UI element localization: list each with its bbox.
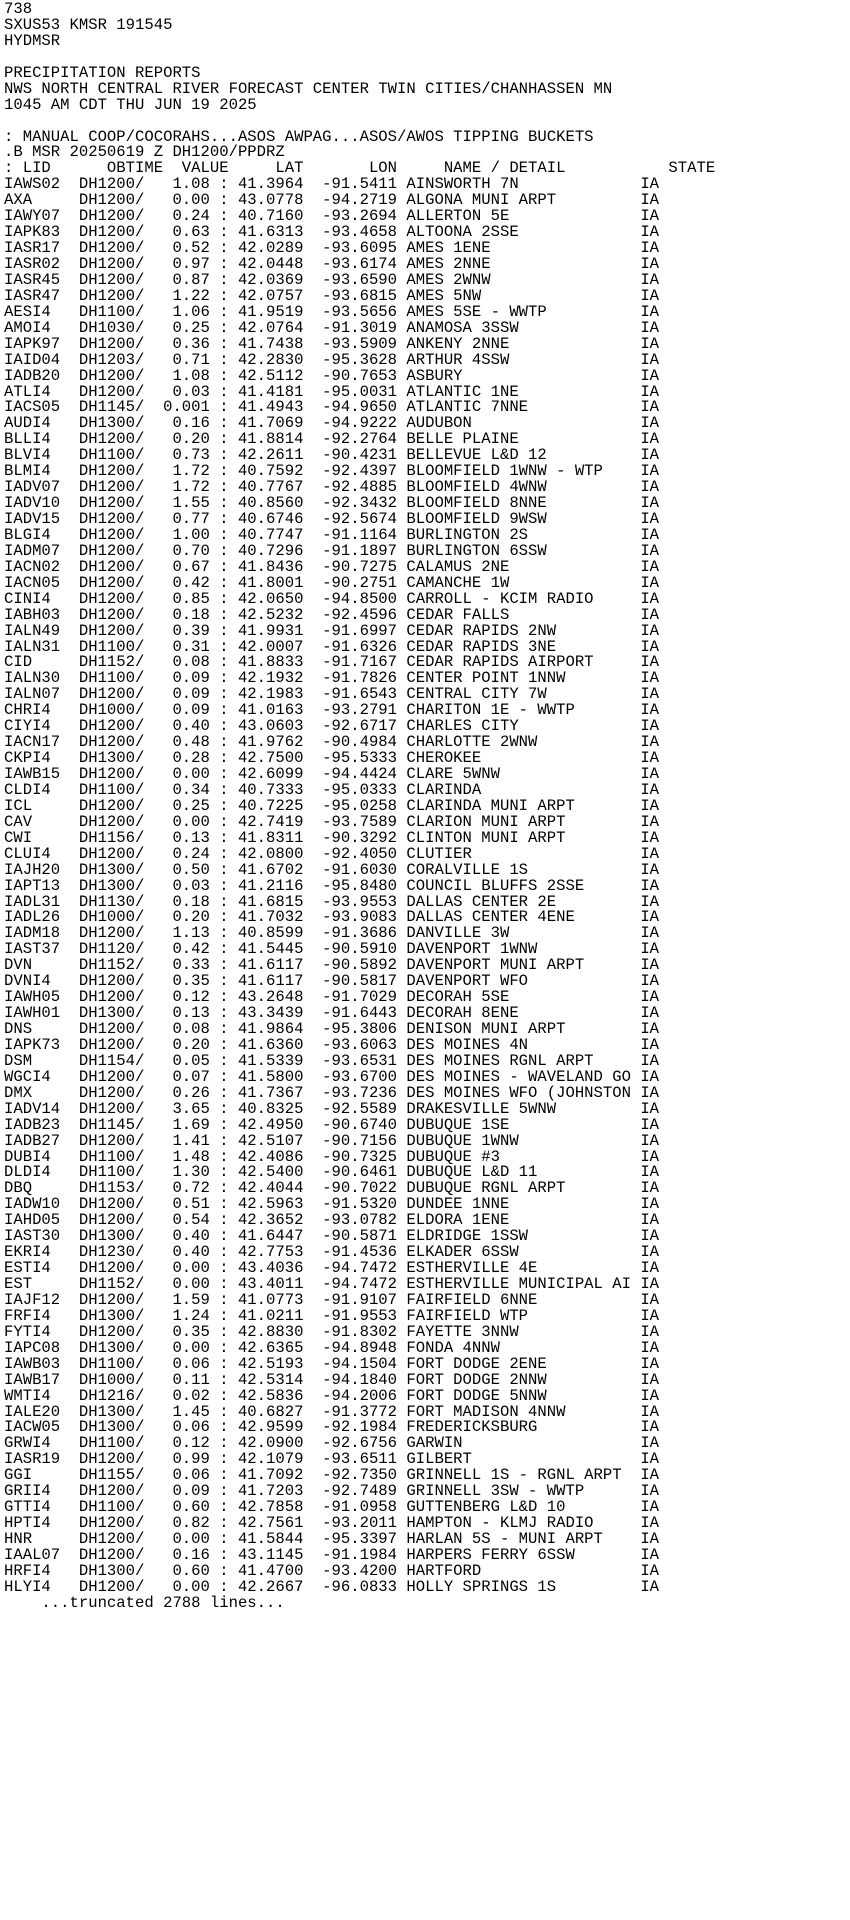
report-row: IAST30 DH1300/ 0.40 : 41.6447 -90.5871 ELDRIDGE 1SSW IA <box>4 1227 660 1246</box>
report-row: CLUI4 DH1200/ 0.24 : 42.0800 -92.4050 CLUTIER IA <box>4 844 660 863</box>
header-line: : MANUAL COOP/COCORAHS...ASOS AWPAG...ASOS/AWOS TIPPING BUCKETS <box>4 127 594 146</box>
report-row: DNS DH1200/ 0.08 : 41.9864 -95.3806 DENISON MUNI ARPT IA <box>4 1020 660 1038</box>
report-row: IADB23 DH1145/ 1.69 : 42.4950 -90.6740 DUBUQUE 1SE IA <box>4 1115 660 1134</box>
truncation-notice: ...truncated 2788 lines... <box>4 1593 285 1612</box>
report-row: CAV DH1200/ 0.00 : 42.7419 -93.7589 CLARION MUNI ARPT IA <box>4 812 660 831</box>
report-row: ATLI4 DH1200/ 0.03 : 41.4181 -95.0031 ATLANTIC 1NE IA <box>4 382 660 401</box>
report-row: IAST37 DH1120/ 0.42 : 41.5445 -90.5910 DAVENPORT 1WNW IA <box>4 940 660 959</box>
report-row: IASR47 DH1200/ 1.22 : 42.0757 -93.6815 AMES 5NW IA <box>4 286 660 305</box>
report-row: DVN DH1152/ 0.33 : 41.6117 -90.5892 DAVENPORT MUNI ARPT IA <box>4 956 660 975</box>
report-row: IACS05 DH1145/ 0.001 : 41.4943 -94.9650 ATLANTIC 7NNE IA <box>4 398 660 417</box>
column-header: : LID OBTIME VALUE LAT LON NAME / DETAIL STATE <box>4 159 716 178</box>
report-row: IALN30 DH1100/ 0.09 : 42.1932 -91.7826 CENTER POINT 1NNW IA <box>4 669 660 688</box>
report-row: IAWS02 DH1200/ 1.08 : 41.3964 -91.5411 AINSWORTH 7N IA <box>4 175 660 194</box>
precipitation-report <box>4 2 715 1612</box>
report-row: AESI4 DH1100/ 1.06 : 41.9519 -93.5656 AMES 5SE - WWTP IA <box>4 302 660 321</box>
report-row: DUBI4 DH1100/ 1.48 : 42.4086 -90.7325 DUBUQUE #3 IA <box>4 1147 660 1166</box>
report-row: HLYI4 DH1200/ 0.00 : 42.2667 -96.0833 HOLLY SPRINGS 1S IA <box>4 1577 660 1596</box>
header-line: 738 <box>4 0 33 18</box>
report-row: IACN05 DH1200/ 0.42 : 41.8001 -90.2751 CAMANCHE 1W IA <box>4 573 660 592</box>
report-row: IADL31 DH1130/ 0.18 : 41.6815 -93.9553 DALLAS CENTER 2E IA <box>4 892 660 911</box>
report-row: IALN49 DH1200/ 0.39 : 41.9931 -91.6997 CEDAR RAPIDS 2NW IA <box>4 621 660 640</box>
report-row: GRWI4 DH1100/ 0.12 : 42.0900 -92.6756 GARWIN IA <box>4 1434 660 1453</box>
report-row: IADV15 DH1200/ 0.77 : 40.6746 -92.5674 BLOOMFIELD 9WSW IA <box>4 510 660 528</box>
report-row: IABH03 DH1200/ 0.18 : 42.5232 -92.4596 CEDAR FALLS IA <box>4 605 660 624</box>
report-row: CINI4 DH1200/ 0.85 : 42.0650 -94.8500 CARROLL - KCIM RADIO IA <box>4 589 660 608</box>
report-row: FRFI4 DH1300/ 1.24 : 41.0211 -91.9553 FAIRFIELD WTP IA <box>4 1306 660 1325</box>
report-row: IADV14 DH1200/ 3.65 : 40.8325 -92.5589 DRAKESVILLE 5WNW IA <box>4 1099 660 1118</box>
report-row: BLMI4 DH1200/ 1.72 : 40.7592 -92.4397 BLOOMFIELD 1WNW - WTP IA <box>4 462 660 481</box>
report-row: DLDI4 DH1100/ 1.30 : 42.5400 -90.6461 DUBUQUE L&D 11 IA <box>4 1163 660 1182</box>
report-row: IASR17 DH1200/ 0.52 : 42.0289 -93.6095 AMES 1ENE IA <box>4 239 660 258</box>
report-row: IADV10 DH1200/ 1.55 : 40.8560 -92.3432 BLOOMFIELD 8NNE IA <box>4 494 660 513</box>
report-row: IASR45 DH1200/ 0.87 : 42.0369 -93.6590 AMES 2WNW IA <box>4 270 660 289</box>
report-row: IAWB03 DH1100/ 0.06 : 42.5193 -94.1504 FORT DODGE 2ENE IA <box>4 1354 660 1373</box>
header-line: NWS NORTH CENTRAL RIVER FORECAST CENTER TWIN CITIES/CHANHASSEN MN <box>4 79 613 98</box>
report-row: IAWH05 DH1200/ 0.12 : 43.2648 -91.7029 DECORAH 5SE IA <box>4 988 660 1007</box>
report-row: IALN31 DH1100/ 0.31 : 42.0007 -91.6326 CEDAR RAPIDS 3NE IA <box>4 637 660 656</box>
report-row: CHRI4 DH1000/ 0.09 : 41.0163 -93.2791 CHARITON 1E - WWTP IA <box>4 701 660 720</box>
report-row: IAPT13 DH1300/ 0.03 : 41.2116 -95.8480 COUNCIL BLUFFS 2SSE IA <box>4 876 660 895</box>
report-row: IADV07 DH1200/ 1.72 : 40.7767 -92.4885 BLOOMFIELD 4WNW IA <box>4 478 660 497</box>
report-row: IACN17 DH1200/ 0.48 : 41.9762 -90.4984 CHARLOTTE 2WNW IA <box>4 733 660 752</box>
header-line: 1045 AM CDT THU JUN 19 2025 <box>4 95 257 114</box>
report-row: CKPI4 DH1300/ 0.28 : 42.7500 -95.5333 CHEROKEE IA <box>4 749 660 768</box>
report-row: DVNI4 DH1200/ 0.35 : 41.6117 -90.5817 DAVENPORT WFO IA <box>4 972 660 991</box>
report-row: EKRI4 DH1230/ 0.40 : 42.7753 -91.4536 ELKADER 6SSW IA <box>4 1243 660 1262</box>
report-row: IADM07 DH1200/ 0.70 : 40.7296 -91.1897 BURLINGTON 6SSW IA <box>4 541 660 560</box>
report-row: IAPK73 DH1200/ 0.20 : 41.6360 -93.6063 DES MOINES 4N IA <box>4 1035 660 1054</box>
report-row: GRII4 DH1200/ 0.09 : 41.7203 -92.7489 GRINNELL 3SW - WWTP IA <box>4 1482 660 1501</box>
report-row: BLLI4 DH1200/ 0.20 : 41.8814 -92.2764 BELLE PLAINE IA <box>4 430 660 449</box>
report-row: IAHD05 DH1200/ 0.54 : 42.3652 -93.0782 ELDORA 1ENE IA <box>4 1211 660 1230</box>
report-row: IAWH01 DH1300/ 0.13 : 43.3439 -91.6443 DECORAH 8ENE IA <box>4 1004 660 1023</box>
report-row: IAPC08 DH1300/ 0.00 : 42.6365 -94.8948 FONDA 4NNW IA <box>4 1338 660 1357</box>
report-row: IADM18 DH1200/ 1.13 : 40.8599 -91.3686 DANVILLE 3W IA <box>4 924 660 943</box>
report-row: IACN02 DH1200/ 0.67 : 41.8436 -90.7275 CALAMUS 2NE IA <box>4 557 660 576</box>
report-row: IACW05 DH1300/ 0.06 : 42.9599 -92.1984 FREDERICKSBURG IA <box>4 1418 660 1437</box>
report-row: IAJH20 DH1300/ 0.50 : 41.6702 -91.6030 CORALVILLE 1S IA <box>4 860 660 879</box>
report-row: BLGI4 DH1200/ 1.00 : 40.7747 -91.1164 BURLINGTON 2S IA <box>4 525 660 544</box>
report-row: CID DH1152/ 0.08 : 41.8833 -91.7167 CEDAR RAPIDS AIRPORT IA <box>4 653 660 672</box>
report-row: AMOI4 DH1030/ 0.25 : 42.0764 -91.3019 ANAMOSA 3SSW IA <box>4 318 660 337</box>
report-row: WMTI4 DH1216/ 0.02 : 42.5836 -94.2006 FORT DODGE 5NNW IA <box>4 1386 660 1405</box>
report-row: DSM DH1154/ 0.05 : 41.5339 -93.6531 DES MOINES RGNL ARPT IA <box>4 1051 660 1070</box>
report-row: IALE20 DH1300/ 1.45 : 40.6827 -91.3772 FORT MADISON 4NNW IA <box>4 1402 660 1421</box>
header-line: SXUS53 KMSR 191545 <box>4 15 173 34</box>
report-row: IAPK97 DH1200/ 0.36 : 41.7438 -93.5909 ANKENY 2NNE IA <box>4 334 660 353</box>
report-row: IASR19 DH1200/ 0.99 : 42.1079 -93.6511 GILBERT IA <box>4 1450 660 1469</box>
report-row: HRFI4 DH1300/ 0.60 : 41.4700 -93.4200 HARTFORD IA <box>4 1561 660 1580</box>
report-row: IAPK83 DH1200/ 0.63 : 41.6313 -93.4658 ALTOONA 2SSE IA <box>4 223 660 242</box>
report-row: DBQ DH1153/ 0.72 : 42.4044 -90.7022 DUBUQUE RGNL ARPT IA <box>4 1179 660 1198</box>
report-row: AUDI4 DH1300/ 0.16 : 41.7069 -94.9222 AUDUBON IA <box>4 414 660 433</box>
report-row: GGI DH1155/ 0.06 : 41.7092 -92.7350 GRINNELL 1S - RGNL ARPT IA <box>4 1466 660 1485</box>
header-line: .B MSR 20250619 Z DH1200/PPDRZ <box>4 143 285 162</box>
header-line: HYDMSR <box>4 31 61 50</box>
report-row: IAAL07 DH1200/ 0.16 : 43.1145 -91.1984 HARPERS FERRY 6SSW IA <box>4 1545 660 1564</box>
report-row: IAWB17 DH1000/ 0.11 : 42.5314 -94.1840 FORT DODGE 2NNW IA <box>4 1370 660 1389</box>
report-row: IAID04 DH1203/ 0.71 : 42.2830 -95.3628 ARTHUR 4SSW IA <box>4 350 660 369</box>
report-row: CLDI4 DH1100/ 0.34 : 40.7333 -95.0333 CLARINDA IA <box>4 780 660 799</box>
report-row: EST DH1152/ 0.00 : 43.4011 -94.7472 ESTHERVILLE MUNICIPAL AI IA <box>4 1275 660 1293</box>
report-row: IALN07 DH1200/ 0.09 : 42.1983 -91.6543 CENTRAL CITY 7W IA <box>4 685 660 704</box>
report-row: IAWY07 DH1200/ 0.24 : 40.7160 -93.2694 ALLERTON 5E IA <box>4 207 660 226</box>
report-row: HNR DH1200/ 0.00 : 41.5844 -95.3397 HARLAN 5S - MUNI ARPT IA <box>4 1530 660 1548</box>
report-row: CIYI4 DH1200/ 0.40 : 43.0603 -92.6717 CHARLES CITY IA <box>4 717 660 736</box>
report-row: AXA DH1200/ 0.00 : 43.0778 -94.2719 ALGONA MUNI ARPT IA <box>4 191 660 210</box>
report-row: ESTI4 DH1200/ 0.00 : 43.4036 -94.7472 ESTHERVILLE 4E IA <box>4 1259 660 1278</box>
report-row: IASR02 DH1200/ 0.97 : 42.0448 -93.6174 AMES 2NNE IA <box>4 255 660 273</box>
report-row: IADB20 DH1200/ 1.08 : 42.5112 -90.7653 ASBURY IA <box>4 366 660 385</box>
header-line: PRECIPITATION REPORTS <box>4 63 201 82</box>
report-row: IADB27 DH1200/ 1.41 : 42.5107 -90.7156 DUBUQUE 1WNW IA <box>4 1131 660 1150</box>
report-row: HPTI4 DH1200/ 0.82 : 42.7561 -93.2011 HAMPTON - KLMJ RADIO IA <box>4 1514 660 1533</box>
report-row: GTTI4 DH1100/ 0.60 : 42.7858 -91.0958 GUTTENBERG L&D 10 IA <box>4 1498 660 1517</box>
report-row: CWI DH1156/ 0.13 : 41.8311 -90.3292 CLINTON MUNI ARPT IA <box>4 828 660 847</box>
report-row: FYTI4 DH1200/ 0.35 : 42.8830 -91.8302 FAYETTE 3NNW IA <box>4 1322 660 1341</box>
report-row: IADL26 DH1000/ 0.20 : 41.7032 -93.9083 DALLAS CENTER 4ENE IA <box>4 908 660 927</box>
report-row: DMX DH1200/ 0.26 : 41.7367 -93.7236 DES MOINES WFO (JOHNSTON IA <box>4 1083 660 1102</box>
report-row: IADW10 DH1200/ 0.51 : 42.5963 -91.5320 DUNDEE 1NNE IA <box>4 1195 660 1214</box>
report-row: IAWB15 DH1200/ 0.00 : 42.6099 -94.4424 CLARE 5WNW IA <box>4 765 660 783</box>
report-row: WGCI4 DH1200/ 0.07 : 41.5800 -93.6700 DES MOINES - WAVELAND GO IA <box>4 1067 660 1086</box>
report-row: BLVI4 DH1100/ 0.73 : 42.2611 -90.4231 BELLEVUE L&D 12 IA <box>4 446 660 465</box>
report-row: IAJF12 DH1200/ 1.59 : 41.0773 -91.9107 FAIRFIELD 6NNE IA <box>4 1290 660 1309</box>
report-row: ICL DH1200/ 0.25 : 40.7225 -95.0258 CLARINDA MUNI ARPT IA <box>4 796 660 815</box>
